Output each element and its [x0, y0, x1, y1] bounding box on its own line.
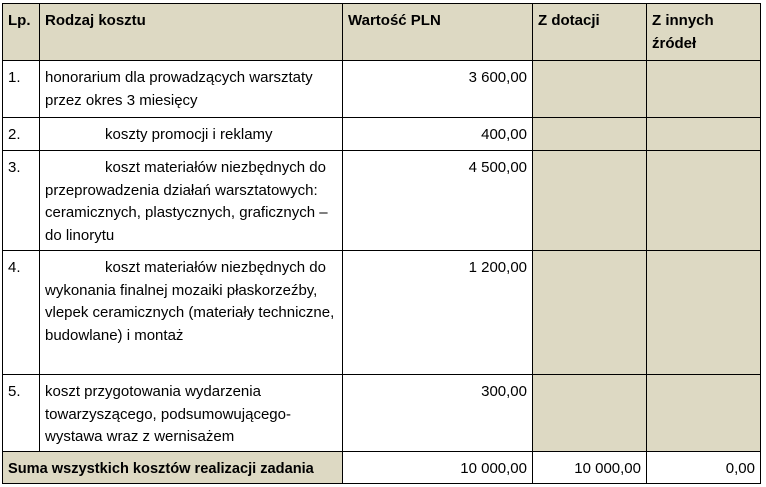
- cell-dotacja-empty: [533, 61, 647, 118]
- summary-inne: 0,00: [647, 451, 761, 483]
- cell-wartosc: 400,00: [343, 118, 533, 151]
- table-row: [3, 251, 761, 375]
- cell-rodzaj: koszt materiałów niezbędnych do przeprowadzenia działań warsztatowych: ceramicznych, plastycznych, graficznych – do linorytu: [40, 151, 343, 251]
- table-row: [3, 375, 761, 452]
- cell-rodzaj: koszt przygotowania wydarzenia towarzyszącego, podsumowującego- wystawa wraz z wernisażem: [40, 375, 343, 452]
- cell-inne-empty: [647, 151, 761, 251]
- cell-dotacja-empty: [533, 251, 647, 375]
- cell-lp: 2.: [3, 118, 40, 151]
- header-rodzaj-kosztu: Rodzaj kosztu: [40, 4, 343, 61]
- header-z-innych-zrodel: Z innych źródeł: [647, 4, 761, 61]
- cell-inne-empty: [647, 375, 761, 452]
- cell-lp: 4.: [3, 251, 40, 375]
- summary-row: [3, 451, 761, 483]
- cell-wartosc: 3 600,00: [343, 61, 533, 118]
- cell-lp: 1.: [3, 61, 40, 118]
- cell-inne-empty: [647, 251, 761, 375]
- cell-dotacja-empty: [533, 151, 647, 251]
- cell-rodzaj: koszty promocji i reklamy: [40, 118, 343, 151]
- header-lp: Lp.: [3, 4, 40, 61]
- cell-wartosc: 1 200,00: [343, 251, 533, 375]
- cell-inne-empty: [647, 118, 761, 151]
- summary-dotacja: 10 000,00: [533, 451, 647, 483]
- header-row: [3, 4, 761, 61]
- cost-table: [2, 3, 761, 484]
- header-wartosc-pln: Wartość PLN: [343, 4, 533, 61]
- cell-lp: 3.: [3, 151, 40, 251]
- summary-label: Suma wszystkich kosztów realizacji zadania: [3, 451, 343, 483]
- summary-wartosc: 10 000,00: [343, 451, 533, 483]
- cell-rodzaj: koszt materiałów niezbędnych do wykonania finalnej mozaiki płaskorzeźby, vlepek ceramicznych (materiały techniczne, budowlane) i montaż: [40, 251, 343, 375]
- table-row: [3, 151, 761, 251]
- cell-wartosc: 300,00: [343, 375, 533, 452]
- cell-dotacja-empty: [533, 118, 647, 151]
- cell-wartosc: 4 500,00: [343, 151, 533, 251]
- header-z-dotacji: Z dotacji: [533, 4, 647, 61]
- cost-table-wrapper: [2, 3, 761, 484]
- cell-dotacja-empty: [533, 375, 647, 452]
- cell-inne-empty: [647, 61, 761, 118]
- cell-rodzaj: honorarium dla prowadzących warsztaty przez okres 3 miesięcy: [40, 61, 343, 118]
- cell-lp: 5.: [3, 375, 40, 452]
- table-row: [3, 118, 761, 151]
- table-row: [3, 61, 761, 118]
